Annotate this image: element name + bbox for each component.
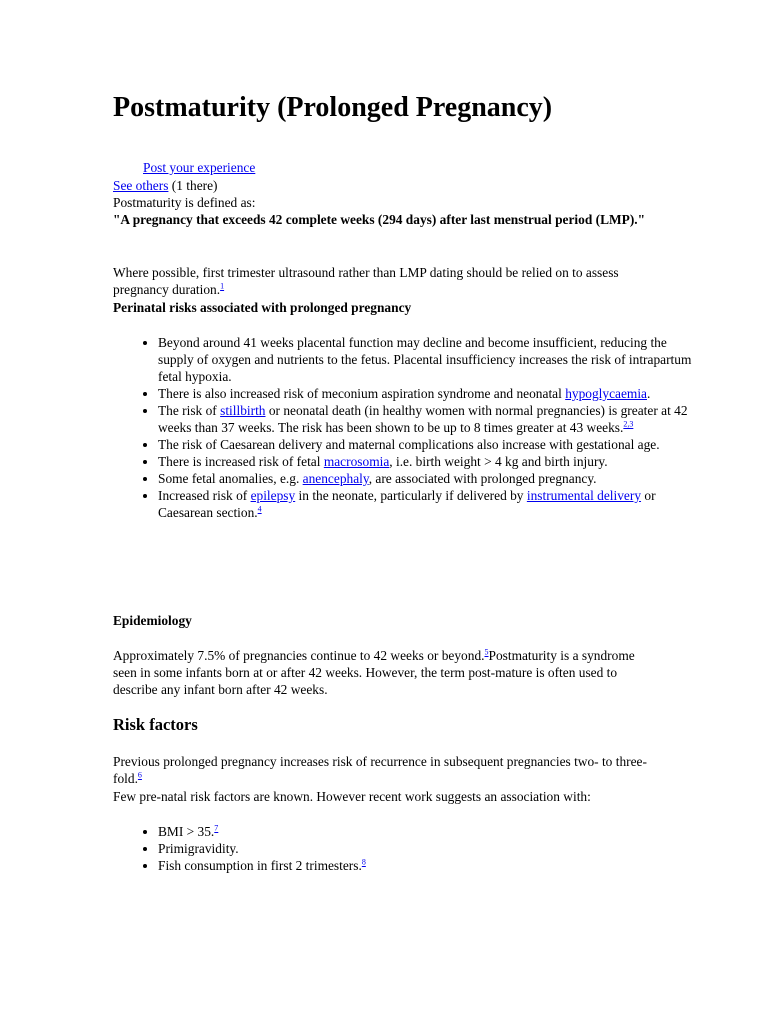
list-item — [158, 470, 703, 487]
see-others-row — [113, 177, 658, 194]
reference-link[interactable]: 8 — [361, 857, 366, 867]
list-item — [158, 857, 703, 874]
reference-link[interactable]: 6 — [137, 770, 142, 780]
see-others-link[interactable]: See others — [113, 178, 169, 193]
risk-factors-intro: Few pre-natal risk factors are known. However recent work suggests an association with: — [113, 789, 591, 804]
list-item-text: BMI > 35. — [158, 824, 215, 839]
list-item-text: or Caesarean section. — [158, 488, 656, 520]
list-item-text: or neonatal death (in healthy women with normal pregnancies) is greater at 42 weeks than 37 weeks. The risk has been shown to be up to 8 times greater at 43 weeks. — [158, 403, 688, 435]
paragraph-text: Approximately 7.5% of pregnancies continue to 42 weeks or beyond. — [113, 648, 485, 663]
definition-quote: "A pregnancy that exceeds 42 complete weeks (294 days) after last menstrual period (LMP)." — [113, 212, 646, 227]
list-item — [158, 840, 703, 857]
instrumental-delivery-link[interactable]: instrumental delivery — [526, 488, 642, 503]
list-item — [158, 487, 703, 521]
risk-factors-paragraph — [113, 753, 658, 787]
list-item-text: Some fetal anomalies, e.g. — [158, 471, 303, 486]
list-item-text: Beyond around 41 weeks placental function may decline and become insufficient, reducing the supply of oxygen and nutrients to the fetus. Placental insufficiency increases the risk of intrapartum fetal hypoxia. — [158, 335, 692, 384]
post-experience-row — [113, 159, 658, 176]
list-item — [158, 334, 703, 385]
epidemiology-paragraph — [113, 647, 658, 698]
epidemiology-heading: Epidemiology — [113, 613, 192, 628]
list-item — [158, 823, 703, 840]
definition-intro: Postmaturity is defined as: — [113, 195, 256, 210]
reference-link[interactable]: 5 — [484, 647, 489, 657]
stillbirth-link[interactable]: stillbirth — [220, 403, 266, 418]
list-item-text: in the neonate, particularly if delivered by — [295, 488, 527, 503]
paragraph-text: Postmaturity is a syndrome seen in some infants born at or after 42 weeks. However, the term post-mature is often used to describe any infant born after 42 weeks. — [113, 648, 635, 697]
list-item-text: There is also increased risk of meconium aspiration syndrome and neonatal — [158, 386, 566, 401]
list-item-text: The risk of — [158, 403, 221, 418]
perinatal-heading: Perinatal risks associated with prolonged pregnancy — [113, 300, 412, 315]
page-title: Postmaturity (Prolonged Pregnancy) — [113, 92, 553, 123]
risk-factor-list — [113, 823, 703, 874]
paragraph-text: Previous prolonged pregnancy increases risk of recurrence in subsequent pregnancies two- to three-fold. — [113, 754, 647, 786]
list-item-text: The risk of Caesarean delivery and maternal complications also increase with gestational age. — [158, 437, 660, 452]
list-item-text: . — [647, 386, 651, 401]
list-item-text: , are associated with prolonged pregnancy. — [368, 471, 597, 486]
list-item-text: Fish consumption in first 2 trimesters. — [158, 858, 362, 873]
list-item — [158, 453, 703, 470]
reference-link[interactable]: 2,3 — [623, 419, 634, 429]
perinatal-risk-list — [113, 334, 703, 521]
reference-link[interactable]: 7 — [214, 823, 219, 833]
ultrasound-paragraph — [113, 264, 658, 298]
list-item-text: Increased risk of — [158, 488, 251, 503]
ultrasound-text: Where possible, first trimester ultrasound rather than LMP dating should be relied on to assess pregnancy duration. — [113, 265, 619, 297]
reference-link[interactable]: 4 — [257, 504, 262, 514]
list-item-text: Primigravidity. — [158, 841, 239, 856]
anencephaly-link[interactable]: anencephaly — [302, 471, 369, 486]
reference-link[interactable]: 1 — [220, 281, 225, 291]
list-item — [158, 402, 703, 436]
list-item — [158, 385, 703, 402]
risk-factors-heading: Risk factors — [113, 715, 198, 734]
list-item-text: , i.e. birth weight > 4 kg and birth injury. — [389, 454, 608, 469]
macrosomia-link[interactable]: macrosomia — [323, 454, 390, 469]
list-item — [158, 436, 703, 453]
see-others-count: (1 there) — [171, 178, 218, 193]
post-experience-link[interactable]: Post your experience — [143, 160, 256, 175]
epilepsy-link[interactable]: epilepsy — [250, 488, 296, 503]
hypoglycaemia-link[interactable]: hypoglycaemia — [565, 386, 647, 401]
list-item-text: There is increased risk of fetal — [158, 454, 324, 469]
